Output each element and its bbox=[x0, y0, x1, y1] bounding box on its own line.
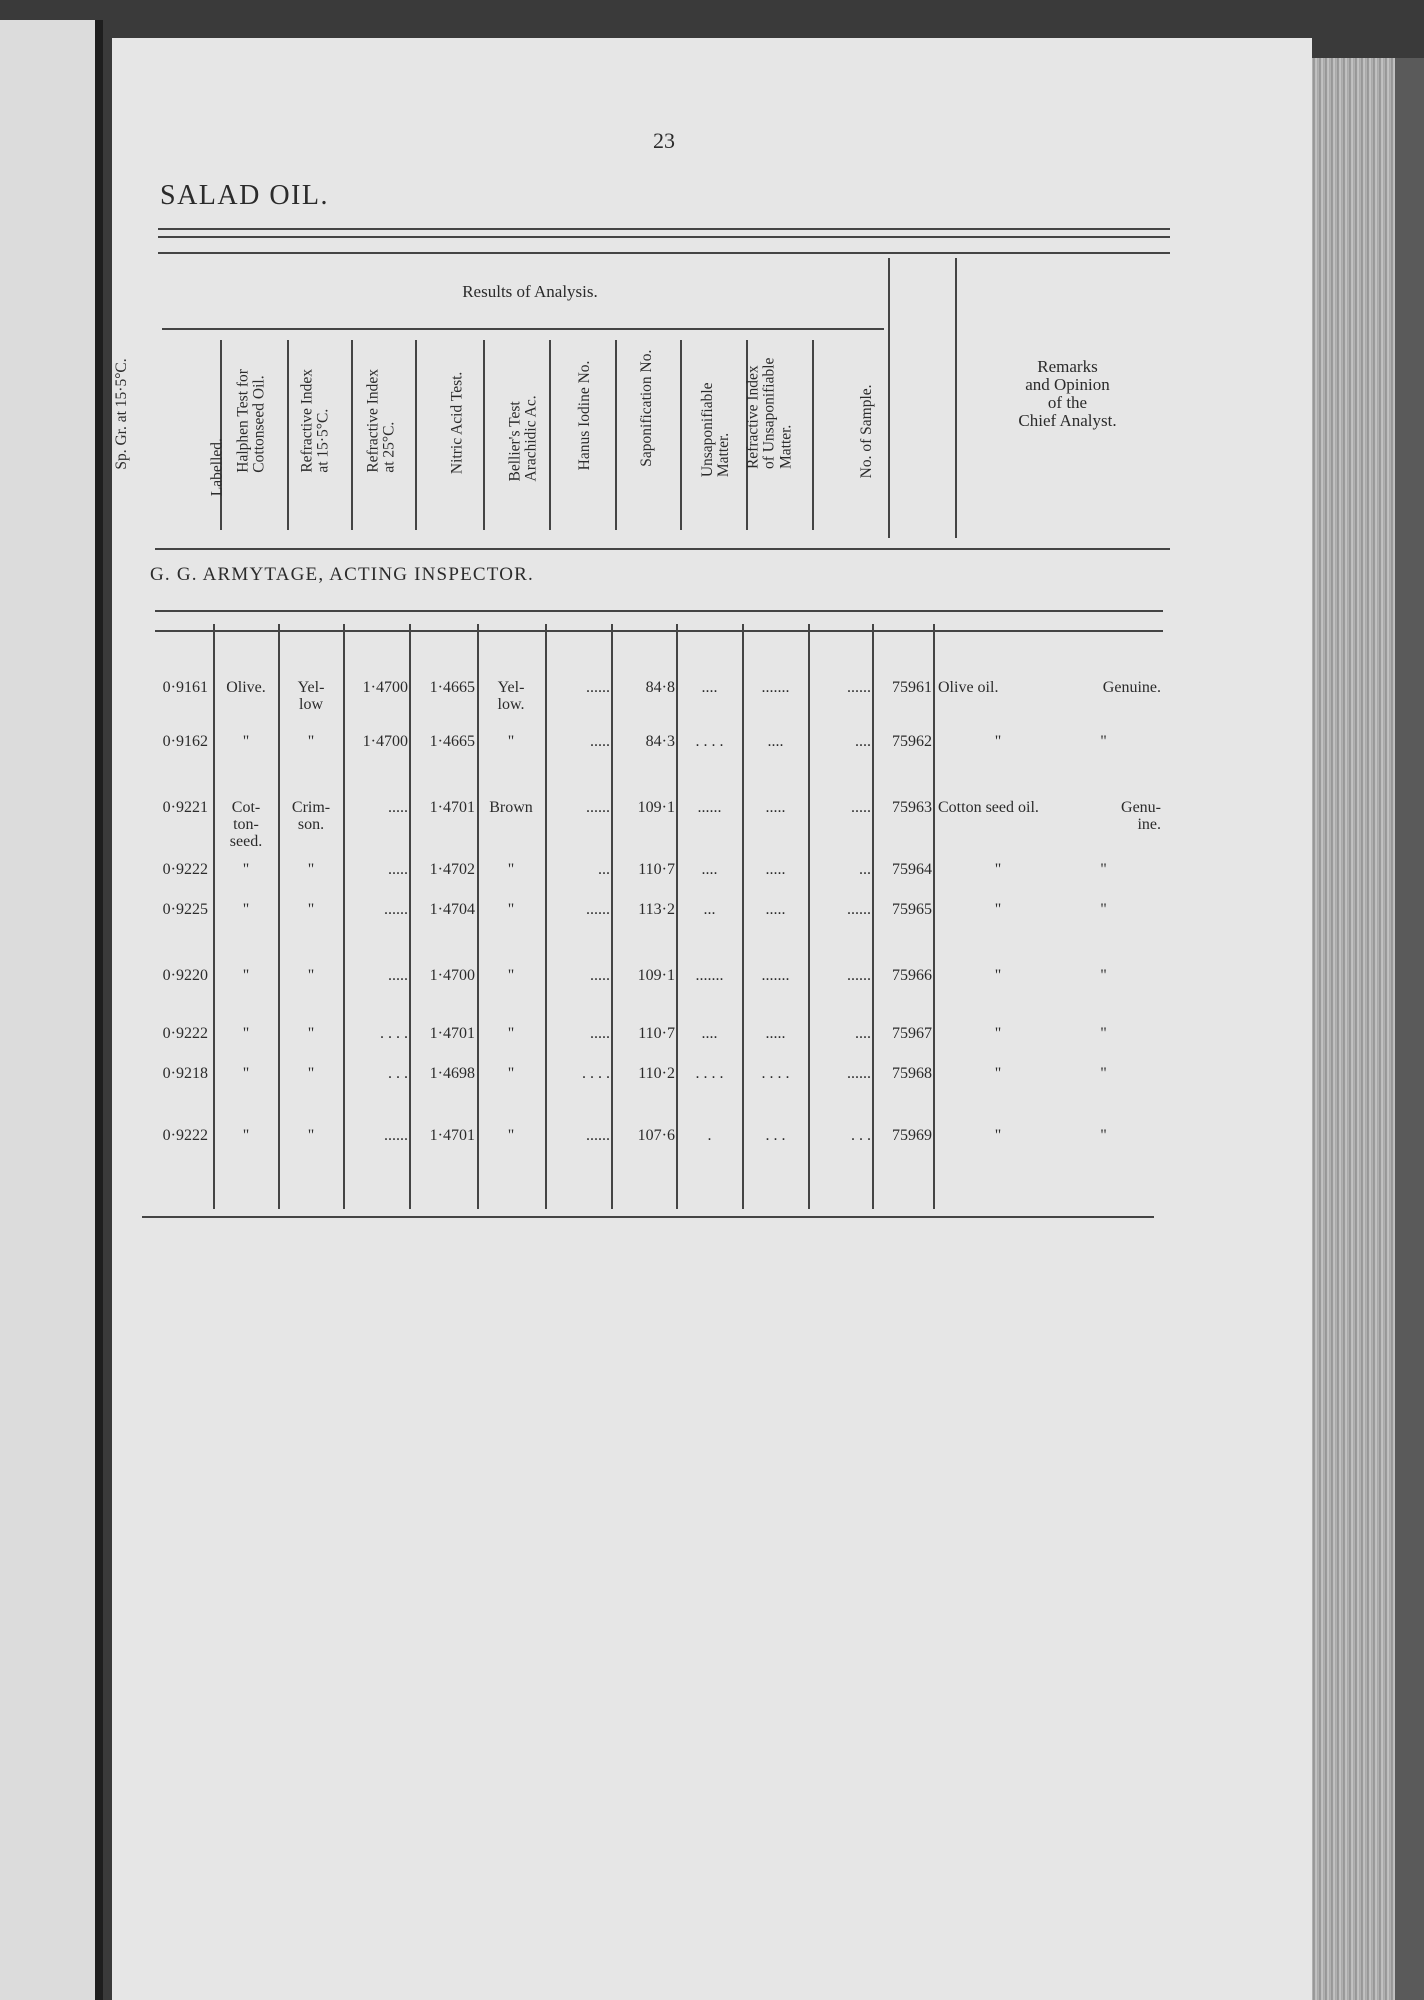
cell-iodine: 109·1 bbox=[637, 967, 675, 984]
cell-sapon: . bbox=[707, 1127, 712, 1144]
cell-unsap: ..... bbox=[765, 861, 786, 878]
table-bottom-rule bbox=[142, 1216, 1154, 1218]
cell-labelled: " bbox=[242, 967, 250, 984]
cell-ri-25: 1·4665 bbox=[429, 733, 475, 750]
cell-bellier: ... bbox=[598, 861, 610, 878]
col-head-sp-gr: Sp. Gr. at 15·5°C. bbox=[113, 358, 131, 470]
cell-sp-gr: 0·9162 bbox=[162, 733, 208, 750]
cell-nitric: " bbox=[507, 901, 515, 918]
col-head-ri-15: Refractive Index at 15·5°C. bbox=[298, 369, 332, 474]
cell-ri-25: 1·4701 bbox=[429, 799, 475, 816]
cell-ri-unsap: ...... bbox=[847, 967, 871, 984]
cell-sapon: . . . . bbox=[695, 1065, 724, 1082]
cell-sapon: .... bbox=[701, 679, 718, 696]
cell-remarks-opinion: " bbox=[994, 1127, 1002, 1144]
cell-labelled: " bbox=[242, 1065, 250, 1082]
col-head-ri-25: Refractive Index at 25°C. bbox=[364, 369, 398, 474]
cell-unsap: ..... bbox=[765, 901, 786, 918]
cell-nitric: Yel- low. bbox=[497, 679, 525, 713]
cell-halphen: " bbox=[307, 861, 315, 878]
cell-sample-no: 75969 bbox=[892, 1127, 932, 1144]
cell-ri-15: ...... bbox=[384, 901, 408, 918]
cell-sapon: .... bbox=[701, 1025, 718, 1042]
cell-remarks-opinion: " bbox=[994, 733, 1002, 750]
cell-bellier: ..... bbox=[590, 1025, 610, 1042]
cell-sp-gr: 0·9220 bbox=[162, 967, 208, 984]
cell-nitric: " bbox=[507, 861, 515, 878]
cell-remarks-verdict: Genuine. bbox=[1102, 679, 1161, 696]
facing-page-edge bbox=[0, 20, 103, 2000]
col-head-nitric: Nitric Acid Test. bbox=[448, 371, 466, 474]
cell-sample-no: 75965 bbox=[892, 901, 932, 918]
col-head-bellier: Bellier's Test Arachidic Ac. bbox=[506, 395, 540, 482]
cell-bellier: ..... bbox=[590, 967, 610, 984]
cell-unsap: .... bbox=[767, 733, 784, 750]
col-head-unsap: Unsaponifiable Matter. bbox=[699, 382, 733, 478]
cell-bellier: ...... bbox=[586, 679, 610, 696]
cell-ri-25: 1·4700 bbox=[429, 967, 475, 984]
cell-nitric: " bbox=[507, 733, 515, 750]
cell-remarks-verdict: " bbox=[1100, 733, 1107, 750]
page-stack-shadow bbox=[1395, 58, 1424, 2000]
cell-ri-15: 1·4700 bbox=[362, 679, 408, 696]
cell-ri-unsap: .... bbox=[855, 733, 871, 750]
cell-remarks-opinion: " bbox=[994, 861, 1002, 878]
cell-halphen: " bbox=[307, 1065, 315, 1082]
cell-bellier: ...... bbox=[586, 1127, 610, 1144]
cell-ri-25: 1·4665 bbox=[429, 679, 475, 696]
cell-ri-25: 1·4701 bbox=[429, 1127, 475, 1144]
results-of-analysis-header: Results of Analysis. bbox=[462, 282, 598, 301]
cell-labelled: " bbox=[242, 1025, 250, 1042]
cell-unsap: . . . bbox=[765, 1127, 786, 1144]
cell-remarks-verdict: " bbox=[1100, 861, 1107, 878]
cell-sample-no: 75968 bbox=[892, 1065, 932, 1082]
cell-sample-no: 75966 bbox=[892, 967, 932, 984]
cell-bellier: ...... bbox=[586, 901, 610, 918]
cell-nitric: Brown bbox=[489, 799, 533, 816]
cell-sp-gr: 0·9225 bbox=[162, 901, 208, 918]
cell-nitric: " bbox=[507, 1025, 515, 1042]
remarks-header: Remarks and Opinion of the Chief Analyst. bbox=[1018, 357, 1117, 430]
cell-ri-15: . . . . bbox=[380, 1025, 408, 1042]
col-head-labelled: Labelled. bbox=[208, 437, 226, 496]
cell-iodine: 84·8 bbox=[645, 679, 675, 696]
cell-sp-gr: 0·9222 bbox=[162, 861, 208, 878]
cell-ri-25: 1·4701 bbox=[429, 1025, 475, 1042]
cell-unsap: ..... bbox=[765, 1025, 786, 1042]
cell-ri-unsap: . . . bbox=[851, 1127, 871, 1144]
cell-halphen: " bbox=[307, 1025, 315, 1042]
cell-halphen: Yel- low bbox=[297, 679, 325, 713]
cell-remarks-opinion: " bbox=[994, 901, 1002, 918]
cell-nitric: " bbox=[507, 1065, 515, 1082]
col-head-sample-no: No. of Sample. bbox=[857, 384, 875, 479]
cell-ri-25: 1·4698 bbox=[429, 1065, 475, 1082]
cell-remarks-verdict: " bbox=[1100, 1127, 1107, 1144]
page-number: 23 bbox=[653, 128, 675, 153]
inspector-heading: G. G. ARMYTAGE, ACTING INSPECTOR. bbox=[150, 564, 534, 585]
cell-halphen: " bbox=[307, 1127, 315, 1144]
page-title: SALAD OIL. bbox=[160, 180, 329, 211]
cell-labelled: Cot- ton- seed. bbox=[229, 799, 263, 850]
cell-ri-15: ..... bbox=[388, 967, 408, 984]
cell-labelled: " bbox=[242, 901, 250, 918]
cell-iodine: 110·2 bbox=[638, 1065, 675, 1082]
cell-labelled: " bbox=[242, 733, 250, 750]
cell-sp-gr: 0·9161 bbox=[162, 679, 208, 696]
cell-labelled: Olive. bbox=[226, 679, 266, 696]
cell-sample-no: 75961 bbox=[892, 679, 932, 696]
cell-bellier: ..... bbox=[590, 733, 610, 750]
title-rule-1 bbox=[158, 228, 1170, 230]
cell-sapon: .... bbox=[701, 861, 718, 878]
cell-ri-15: ..... bbox=[388, 799, 408, 816]
cell-ri-unsap: ...... bbox=[847, 679, 871, 696]
body-top-rule-2 bbox=[155, 630, 1163, 632]
cell-halphen: " bbox=[307, 733, 315, 750]
cell-iodine: 84·3 bbox=[645, 733, 675, 750]
body-top-rule-1 bbox=[155, 610, 1163, 612]
cell-labelled: " bbox=[242, 1127, 250, 1144]
title-rule-2 bbox=[158, 236, 1170, 238]
cell-nitric: " bbox=[507, 967, 515, 984]
cell-iodine: 110·7 bbox=[638, 861, 675, 878]
cell-unsap: ....... bbox=[761, 679, 790, 696]
cell-iodine: 110·7 bbox=[638, 1025, 675, 1042]
cell-halphen: " bbox=[307, 901, 315, 918]
cell-ri-15: . . . bbox=[388, 1065, 408, 1082]
cell-remarks-opinion: Olive oil. bbox=[938, 679, 999, 696]
col-head-sapon: Saponification No. bbox=[638, 349, 656, 467]
cell-labelled: " bbox=[242, 861, 250, 878]
cell-sp-gr: 0·9221 bbox=[162, 799, 208, 816]
cell-remarks-verdict: " bbox=[1100, 901, 1107, 918]
cell-sapon: . . . . bbox=[695, 733, 724, 750]
cell-sapon: ....... bbox=[695, 967, 724, 984]
cell-sample-no: 75962 bbox=[892, 733, 932, 750]
cell-remarks-verdict: " bbox=[1100, 1065, 1107, 1082]
cell-ri-25: 1·4702 bbox=[429, 861, 475, 878]
cell-ri-25: 1·4704 bbox=[429, 901, 475, 918]
cell-remarks-verdict: " bbox=[1100, 967, 1107, 984]
cell-remarks-opinion: " bbox=[994, 1025, 1002, 1042]
cell-bellier: ...... bbox=[586, 799, 610, 816]
cell-unsap: . . . . bbox=[761, 1065, 790, 1082]
cell-ri-15: 1·4700 bbox=[362, 733, 408, 750]
cell-halphen: " bbox=[307, 967, 315, 984]
cell-halphen: Crim- son. bbox=[291, 799, 331, 833]
header-bottom-rule bbox=[155, 548, 1170, 550]
cell-unsap: ..... bbox=[765, 799, 786, 816]
cell-ri-15: ..... bbox=[388, 861, 408, 878]
document-page bbox=[112, 38, 1312, 2000]
cell-sample-no: 75963 bbox=[892, 799, 932, 816]
cell-remarks-verdict: " bbox=[1100, 1025, 1107, 1042]
cell-ri-unsap: ..... bbox=[851, 799, 871, 816]
title-rule-3 bbox=[158, 252, 1170, 254]
body-col-div bbox=[933, 624, 935, 1209]
cell-remarks-opinion: Cotton seed oil. bbox=[938, 799, 1039, 816]
cell-bellier: . . . . bbox=[582, 1065, 610, 1082]
cell-remarks-opinion: " bbox=[994, 1065, 1002, 1082]
col-head-ri-unsap: Refractive Index of Unsaponifiable Matter. bbox=[744, 357, 794, 470]
cell-sp-gr: 0·9218 bbox=[162, 1065, 208, 1082]
cell-ri-unsap: .... bbox=[855, 1025, 871, 1042]
cell-sp-gr: 0·9222 bbox=[162, 1025, 208, 1042]
cell-remarks-opinion: " bbox=[994, 967, 1002, 984]
col-head-halphen: Halphen Test for Cottonseed Oil. bbox=[234, 369, 268, 474]
cell-ri-15: ...... bbox=[384, 1127, 408, 1144]
cell-sapon: ... bbox=[703, 901, 716, 918]
cell-remarks-verdict: Genu- ine. bbox=[1121, 799, 1161, 833]
cell-iodine: 109·1 bbox=[637, 799, 675, 816]
cell-ri-unsap: ...... bbox=[847, 1065, 871, 1082]
cell-sample-no: 75964 bbox=[892, 861, 932, 878]
cell-iodine: 107·6 bbox=[637, 1127, 675, 1144]
col-head-iodine: Hanus Iodine No. bbox=[575, 360, 593, 471]
cell-sapon: ...... bbox=[697, 799, 722, 816]
cell-sample-no: 75967 bbox=[892, 1025, 932, 1042]
cell-iodine: 113·2 bbox=[638, 901, 675, 918]
header-divider-remarks bbox=[955, 258, 957, 538]
cell-nitric: " bbox=[507, 1127, 515, 1144]
cell-ri-unsap: ...... bbox=[847, 901, 871, 918]
results-header-rule bbox=[162, 328, 884, 330]
cell-sp-gr: 0·9222 bbox=[162, 1127, 208, 1144]
cell-ri-unsap: ... bbox=[859, 861, 871, 878]
cell-unsap: ....... bbox=[761, 967, 790, 984]
